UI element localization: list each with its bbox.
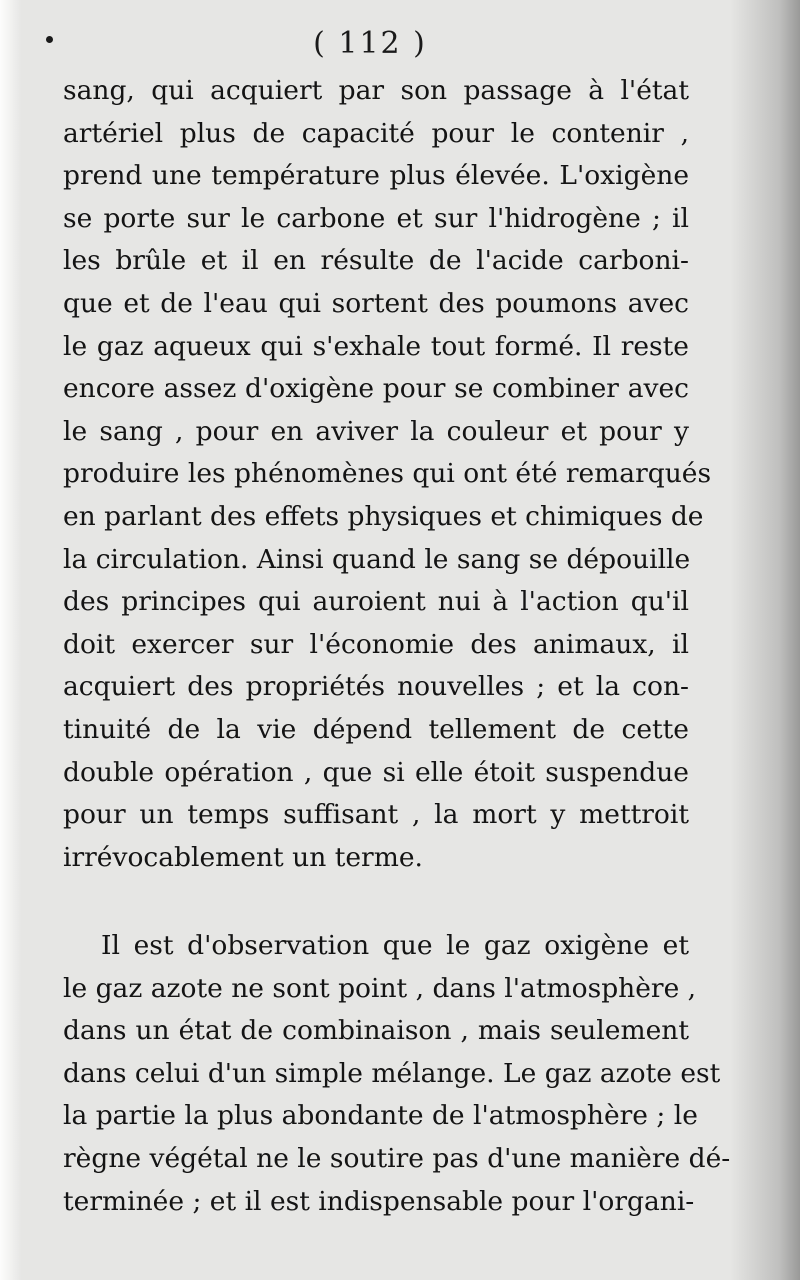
text-line: tinuité de la vie dépend tellement de cette — [63, 713, 689, 745]
text-line: acquiert des propriétés nouvelles ; et la con- — [63, 671, 689, 703]
text-line: sang, qui acquiert par son passage à l'état — [63, 75, 689, 106]
text-line: la partie la plus abondante de l'atmosphère ; le — [63, 1100, 698, 1132]
text-line: la circulation. Ainsi quand le sang se dépouille — [63, 543, 691, 575]
text-line: encore assez d'oxigène pour se combiner avec — [63, 373, 689, 405]
text-line: dans celui d'un simple mélange. Le gaz azote est — [63, 1057, 721, 1089]
text-line: artériel plus de capacité pour le contenir , — [63, 117, 689, 149]
text-line: irrévocablement un terme. — [63, 841, 423, 873]
text-line: dans un état de combinaison , mais seulement — [63, 1015, 689, 1047]
text-line: Il est d'observation que le gaz oxigène et — [101, 930, 689, 961]
text-line: le sang , pour en aviver la couleur et pour y — [63, 415, 689, 447]
text-line: le gaz azote ne sont point , dans l'atmosphère , — [63, 972, 697, 1004]
text-line: se porte sur le carbone et sur l'hidrogène ; il — [63, 202, 689, 234]
text-line: les brûle et il en résulte de l'acide carboni- — [63, 245, 689, 277]
text-line: doit exercer sur l'économie des animaux, il — [63, 628, 689, 660]
page-edge-highlight — [0, 0, 22, 1280]
page-number-header: ( 112 ) — [313, 26, 427, 61]
text-line: prend une température plus élevée. L'oxigène — [63, 160, 689, 192]
text-line: terminée ; et il est indispensable pour l'organi- — [63, 1185, 695, 1217]
text-line: règne végétal ne le soutire pas d'une manière dé- — [63, 1142, 731, 1174]
text-line: pour un temps suffisant , la mort y mettroit — [63, 799, 689, 831]
paragraph-1 — [63, 70, 712, 879]
text-line: produire les phénomènes qui ont été remarqués — [63, 458, 712, 490]
paragraph-2 — [63, 925, 731, 1223]
text-line: le gaz aqueux qui s'exhale tout formé. Il reste — [63, 330, 689, 362]
text-line: des principes qui auroient nui à l'action qu'il — [63, 586, 689, 618]
page-gutter-shadow — [730, 0, 800, 1280]
text-line: double opération , que si elle étoit suspendue — [63, 756, 689, 788]
text-line: que et de l'eau qui sortent des poumons avec — [63, 287, 689, 319]
text-line: en parlant des effets physiques et chimiques de — [63, 500, 704, 532]
